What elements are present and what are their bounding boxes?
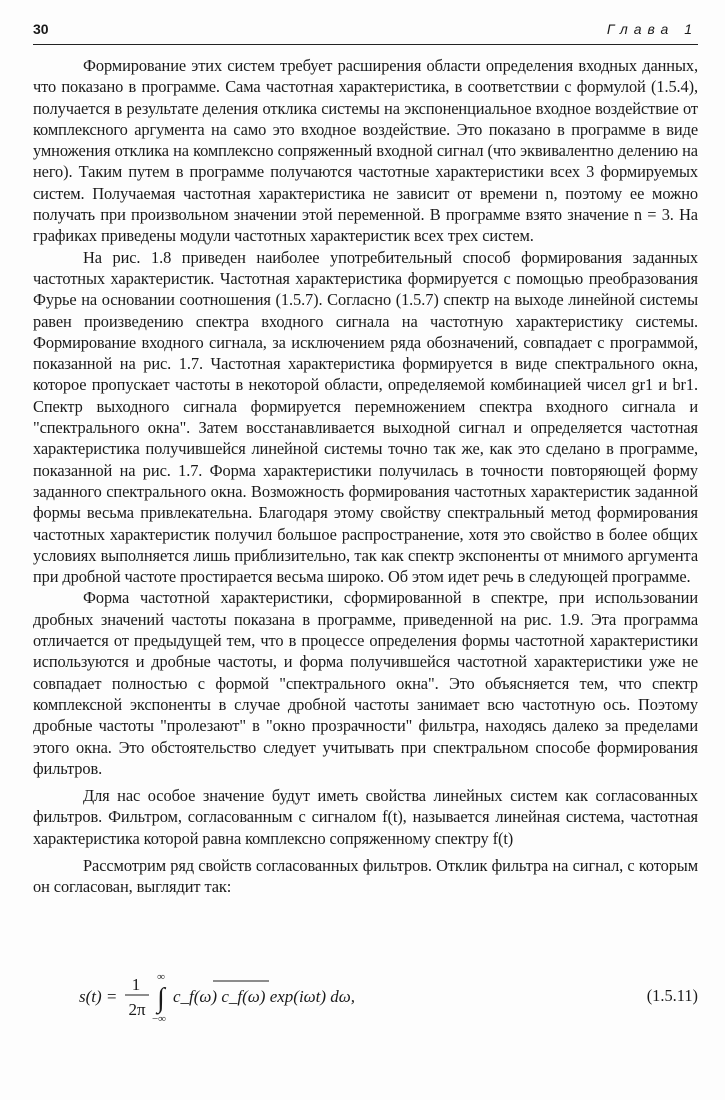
paragraph-2: На рис. 1.8 приведен наиболее употребительный способ формирования заданных частотных характеристик. Частотная характеристика формируется с помощью преобразования Фурье на основании соотношения (1.5.7). Согласно (1.5.7) спектр на выходе линейной системы равен произведению спектра входного сигнала на частотную характеристику системы. Формирование входного сигнала, за исключением ряда обозначений, совпадает с программой, показанной на рис. 1.7. Частотная характеристика формируется в виде спектрального окна, которое пропускает частоты в некоторой области, определяемой комбинацией чисел gr1 и br1. Спектр выходного сигнала формируется перемножением спектра входного сигнала и "спектрального окна". Затем восстанавливается выходной сигнал и определяется частотная характеристика получившейся линейной системы точно так же, как это сделано в программе, показанной на рис. 1.7. Форма характеристики получилась в точности повторяющей форму заданного спектрального окна. Возможность формирования частотных характеристик заданной формы весьма привлекательна. Благодаря этому свойству спектральный метод формирования частотных характеристик получил большое распространение, хотя это свойство в более общих условиях выполняется лишь приблизительно, так как спектр экспоненты от мнимого аргумента при дробной частоте простирается весьма широко. Об этом идет речь в следующей программе.: [33, 247, 698, 587]
integral-upper-limit: ∞: [157, 971, 165, 983]
formula-integrand: c_f(ω) c_f(ω) exp(iωt) dω,: [173, 987, 356, 1006]
integral-sign: ∫: [157, 983, 165, 1014]
chapter-title: Глава 1: [606, 21, 698, 37]
paragraph-1: Формирование этих систем требует расширения области определения входных данных, что показано в программе. Сама частотная характеристика, в соответствии с формулой (1.5.4), получается в результате деления отклика системы на экспоненциальное входное воздействие от комплексного аргумента на само это входное воздействие. Это показано в программе в виде умножения отклика на комплексно сопряженный входной сигнал (что эквивалентно делению на него). Таким путем в программе получаются частотные характеристики всех 3 формируемых систем. Получаемая частотная характеристика не зависит от времени n, поэтому ее можно получать при произвольном значении этой переменной. В программе взято значение n = 3. На графиках приведены модули частотных характеристик всех трех систем.: [33, 56, 698, 246]
equation-graphic: [33, 966, 593, 1026]
page-header: [33, 21, 698, 43]
header-rule: [33, 44, 698, 45]
integral-lower-limit: −∞: [151, 1013, 167, 1025]
formula-frac-numerator: 1: [131, 975, 141, 994]
body-text: [33, 55, 698, 898]
equation-number: (1.5.11): [646, 986, 698, 1005]
formula-frac-denominator: 2π: [128, 1000, 146, 1019]
paragraph-5: Рассмотрим ряд свойств согласованных фильтров. Отклик фильтра на сигнал, с которым он согласован, выглядит так:: [33, 855, 698, 897]
paragraph-4: Для нас особое значение будут иметь свойства линейных систем как согласованных фильтров. Фильтром, согласованным с сигналом f(t), называется линейная система, частотная характеристика которой равна комплексно сопряженному спектру f(t): [33, 786, 698, 848]
equation-1-5-11: [33, 966, 698, 1026]
page-number: 30: [33, 21, 49, 37]
paragraph-3: Форма частотной характеристики, сформированной в спектре, при использовании дробных значений частоты показана в программе, приведенной на рис. 1.9. Эта программа отличается от предыдущей тем, что в процессе определения формы частотной характеристики используются и дробные частоты, и форма получившейся частотной характеристики уже не совпадает полностью с формой "спектрального окна". Это объясняется тем, что спектр комплексной экспоненты в случае дробной частоты занимает всю частотную ось. Поэтому дробные частоты "пролезают" в "окно прозрачности" фильтра, находясь далеко за пределами этого окна. Это обстоятельство следует учитывать при спектральном способе формирования фильтров.: [33, 588, 698, 778]
formula-lhs: s(t) =: [79, 987, 118, 1006]
